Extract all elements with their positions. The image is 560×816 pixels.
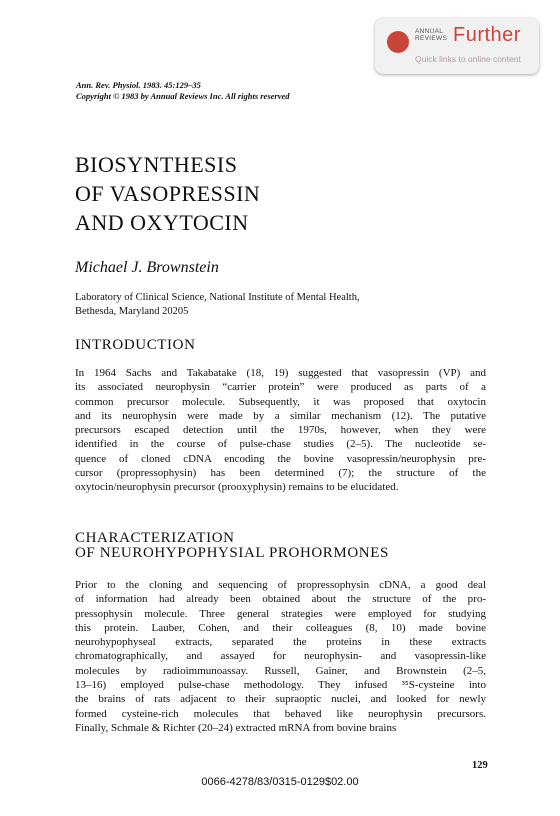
- characterization-paragraph: [75, 578, 486, 735]
- text-line: this protein. Lauber, Cohen, and their colleagues (8, 10) made bovine: [75, 621, 486, 634]
- text-line: of information had already been obtained about the structure of the pro-: [75, 593, 486, 606]
- text-line: Prior to the cloning and sequencing of propressophysin cDNA, a good deal: [75, 579, 486, 591]
- text-line: 13–16) employed pulse-chase methodology. They infused ³⁵S-cysteine into: [75, 679, 486, 692]
- journal-citation: Ann. Rev. Physiol. 1983. 45:129–35 Copyright © 1983 by Annual Reviews Inc. All rights reserved: [76, 80, 290, 101]
- text-line: the brains of rats adjacent to their supraoptic nuclei, and looked for newly: [75, 693, 486, 706]
- text-line: molecules by radioimmunoassay. Russell, Gainer, and Brownstein (2–5,: [75, 664, 486, 677]
- text-line: quence of cloned cDNA encoding the bovine vasopressin/neurophysin pre-: [75, 452, 486, 465]
- text-line: Finally, Schmale & Richter (20–24) extracted mRNA from bovine brains: [75, 721, 397, 734]
- badge-publisher-name: ANNUAL REVIEWS: [415, 28, 448, 42]
- text-line: oxytocin/neurophysin precursor (prooxyphysin) remains to be elucidated.: [75, 481, 399, 494]
- text-line: neurohypophyseal extracts, separated the proteins in these extracts: [75, 636, 486, 649]
- author-name: Michael J. Brownstein: [75, 259, 219, 276]
- page-number: 129: [472, 760, 488, 771]
- text-line: identified in the course of pulse-chase studies (2–5). The nucleotide se-: [75, 438, 486, 451]
- badge-further-label: Further: [453, 24, 521, 46]
- text-line: cursor (propressophysin) has been determined (7); the structure of the: [75, 467, 486, 480]
- text-line: precursors escaped detection until the 1970s, however, when they were: [75, 424, 486, 437]
- annual-reviews-logo-icon: [387, 31, 409, 53]
- text-line: and its neurophysin were made by a similar mechanism (12). The putative: [75, 409, 486, 422]
- text-line: In 1964 Sachs and Takabatake (18, 19) suggested that vasopressin (VP) and: [75, 367, 486, 379]
- author-affiliation: Laboratory of Clinical Science, National Institute of Mental Health, Bethesda, Maryland 20205: [75, 292, 360, 317]
- section-heading-characterization: CHARACTERIZATION OF NEUROHYPOPHYSIAL PROHORMONES: [75, 530, 389, 561]
- text-line: chromatographically, and assayed for neurophysin- and vasopressin-like: [75, 650, 486, 663]
- text-line: pressophysin molecule. Three general strategies were employed for studying: [75, 607, 486, 620]
- article-code-footer: 0066-4278/83/0315-0129$02.00: [201, 776, 359, 788]
- badge-tagline: Quick links to online content: [415, 54, 521, 64]
- text-line: formed cysteine-rich molecules that behaved like neurophysin precursors.: [75, 707, 486, 720]
- section-heading-introduction: INTRODUCTION: [75, 337, 196, 353]
- text-line: common precursor molecule. Subsequently, it was proposed that oxytocin: [75, 395, 486, 408]
- text-line: its associated neurophysin “carrier protein” were produced as parts of a: [75, 381, 486, 394]
- introduction-paragraph: [75, 366, 486, 495]
- article-title: BIOSYNTHESIS OF VASOPRESSIN AND OXYTOCIN: [75, 152, 261, 235]
- annual-reviews-further-badge[interactable]: [375, 18, 539, 74]
